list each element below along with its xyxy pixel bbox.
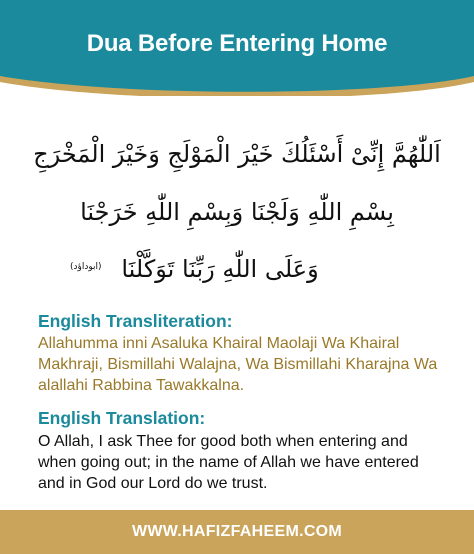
footer-bar (0, 510, 474, 554)
hadith-source: (ابوداؤد) (70, 262, 102, 272)
page-title: Dua Before Entering Home (86, 30, 388, 57)
arabic-line-1: اَللّٰهُمَّ إِنِّىْ أَسْئَلُكَ خَيْرَ الْمَوْلَجِ وَخَيْرَ الْمَخْرَجِ (33, 140, 441, 168)
arabic-line-2: بِسْمِ اللّٰهِ وَلَجْنَا وَبِسْمِ اللّٰهِ خَرَجْنَا (80, 198, 394, 226)
website-link[interactable]: WWW.HAFIZFAHEEM.COM (131, 523, 343, 540)
header-banner (0, 0, 474, 96)
translation-text: O Allah, I ask Thee for good both when entering and when going out; in the name of Allah we have entered and in God our Lord do we trust. (38, 433, 419, 492)
transliteration-heading: English Transliteration: (38, 311, 233, 331)
translation-heading: English Translation: (38, 408, 206, 428)
arabic-line-3: وَعَلَى اللّٰهِ رَبِّنَا تَوَكَّلْنَا (121, 255, 319, 283)
transliteration-text: Allahumma inni Asaluka Khairal Maolaji Wa Khairal Makhraji, Bismillahi Walajna, Wa Bismillahi Kharajna Wa alallahi Rabbina Tawakkalna. (38, 335, 438, 394)
